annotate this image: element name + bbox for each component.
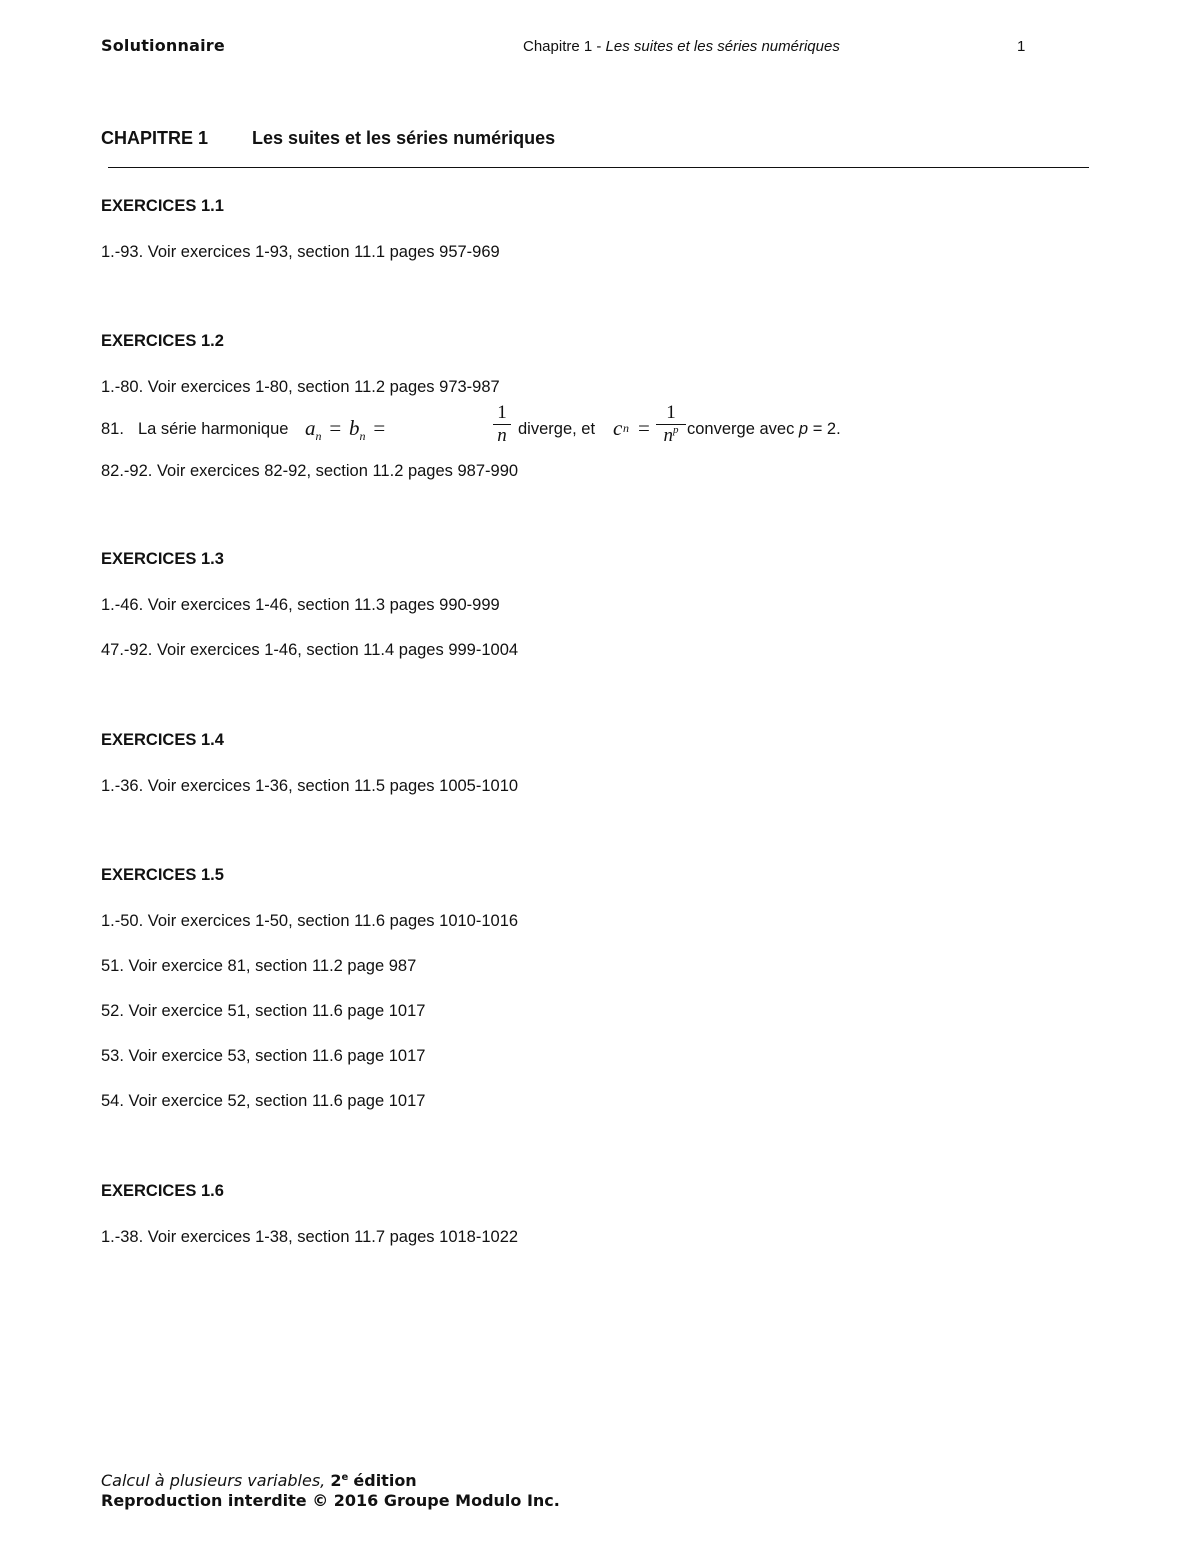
chapter-title: Les suites et les séries numériques (252, 128, 556, 148)
section-heading: EXERCICES 1.3 (101, 550, 224, 568)
exercise-line: 53. Voir exercice 53, section 11.6 page 1017 (101, 1047, 426, 1065)
running-header-chapter-title: Les suites et les séries numériques (605, 38, 840, 55)
exercise-line: 1.-93. Voir exercices 1-93, section 11.1 pages 957-969 (101, 243, 500, 261)
exercise-line: 1.-50. Voir exercices 1-50, section 11.6 pages 1010-1016 (101, 912, 519, 930)
section-heading: EXERCICES 1.5 (101, 866, 224, 884)
fraction-1-over-n: 1 n (493, 402, 511, 447)
section-heading: EXERCICES 1.2 (101, 332, 224, 350)
section-heading: EXERCICES 1.1 (101, 197, 224, 215)
exercise-line: 1.-46. Voir exercices 1-46, section 11.3 pages 990-999 (101, 596, 500, 614)
exercise-line: 51. Voir exercice 81, section 11.2 page 987 (101, 957, 417, 975)
exercise-line: 82.-92. Voir exercices 82-92, section 11.2 pages 987-990 (101, 462, 519, 480)
fraction-1-over-n-p: 1 $n^p$ (656, 402, 686, 449)
running-header-center (523, 38, 840, 55)
exercise-line: 1.-80. Voir exercices 1-80, section 11.2 pages 973-987 (101, 378, 500, 396)
item-81-text-diverge: diverge, et (518, 420, 596, 438)
chapter-number: CHAPITRE 1 (101, 128, 209, 148)
running-header-left: Solutionnaire (101, 36, 225, 55)
footer-copyright: Reproduction interdite © 2016 Groupe Modulo Inc. (101, 1491, 560, 1510)
section-heading: EXERCICES 1.4 (101, 731, 224, 749)
section-heading: EXERCICES 1.6 (101, 1182, 224, 1200)
running-header-prefix: Chapitre 1 - (523, 38, 606, 55)
item-81-label: 81. (101, 420, 124, 438)
exercise-line: 1.-38. Voir exercices 1-38, section 11.7 pages 1018-1022 (101, 1228, 519, 1246)
footer-book-title: Calcul à plusieurs variables, 2e édition (101, 1471, 417, 1490)
chapter-heading (101, 128, 555, 149)
exercise-line: 47.-92. Voir exercices 1-46, section 11.4 pages 999-1004 (101, 641, 519, 659)
item-81-text: La série harmonique (138, 420, 289, 438)
exercise-line: 54. Voir exercice 52, section 11.6 page 1017 (101, 1092, 426, 1110)
page-number: 1 (1017, 38, 1026, 55)
chapter-rule (108, 167, 1089, 168)
item-81-text-converge: converge avec p = 2. (687, 420, 841, 438)
exercise-line: 52. Voir exercice 51, section 11.6 page 1017 (101, 1002, 426, 1020)
exercise-line: 1.-36. Voir exercices 1-36, section 11.5 pages 1005-1010 (101, 777, 519, 795)
harmonic-formula: $a_n = b_n$ = (305, 416, 386, 443)
